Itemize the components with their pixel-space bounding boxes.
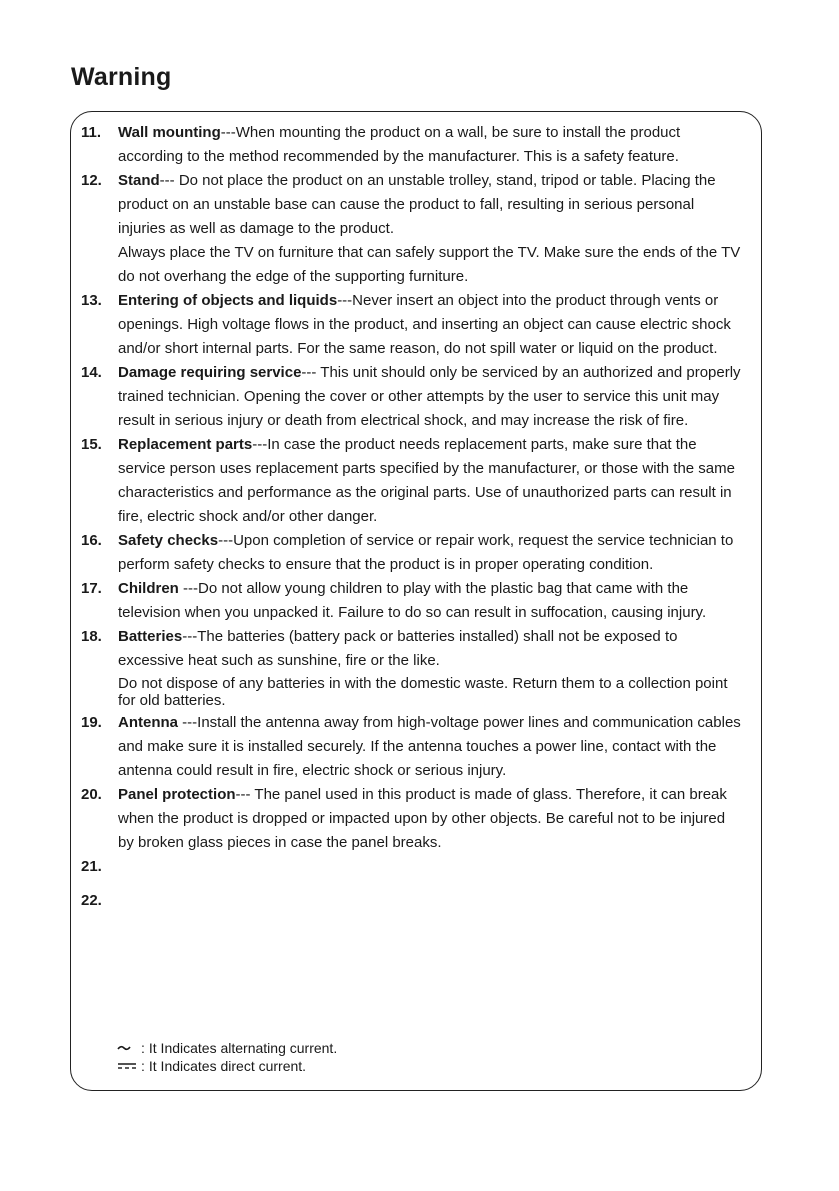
item-number: 11. [81,124,102,141]
alternating-current-icon [117,1043,141,1053]
item-number: 21. [81,858,102,875]
legend-ac-text: It Indicates alternating current. [148,1040,338,1056]
item-text: --- This unit should only be serviced by an authorized and properly trained technician. Opening the cover or other attempts by the user to service this unit may result in serious injury or death from electrical shock, and may increase the risk of fire. [118,364,741,429]
item-text: ---When mounting the product on a wall, be sure to install the product according to the method recommended by the manufacturer. This is a safety feature. [118,124,681,165]
warning-list [81,121,741,913]
direct-current-icon [117,1061,141,1071]
item-text: --- The panel used in this product is made of glass. Therefore, it can break when the product is dropped or impacted upon by other objects. Be careful not to be injured by broken glass pieces in case the panel breaks. [118,786,727,851]
list-item [81,121,741,169]
item-title: Wall mounting [118,124,221,141]
item-title: Batteries [118,628,183,645]
item-text: ---The batteries (battery pack or batteries installed) shall not be exposed to excessive heat such as sunshine, fire or the like. [118,628,678,669]
item-text: --- Do not place the product on an unstable trolley, stand, tripod or table. Placing the product on an unstable base can cause the product to fall, resulting in serious personal injuries as well as damage to the product. [118,172,716,237]
item-title: Antenna [118,714,178,731]
item-number: 20. [81,786,102,803]
item-title: Damage requiring service [118,364,302,381]
item-title: Panel protection [118,786,236,803]
legend-colon: : [141,1040,145,1056]
item-number: 19. [81,714,102,731]
item-title: Entering of objects and liquids [118,292,338,309]
list-item [81,361,741,433]
item-number: 15. [81,436,102,453]
item-number: 17. [81,580,102,597]
list-item [81,625,741,711]
legend-dc-text: It Indicates direct current. [148,1058,307,1074]
item-title: Replacement parts [118,436,253,453]
item-text: ---Do not allow young children to play with the plastic bag that came with the television when you unpacked it. Failure to do so can result in suffocation, causing injury. [118,580,707,621]
item-title: Safety checks [118,532,219,549]
legend-row-ac [117,1039,337,1057]
list-item [81,783,741,855]
item-number: 12. [81,172,102,189]
item-text: ---Install the antenna away from high-voltage power lines and communication cables and make sure it is installed securely. If the antenna touches a power line, contact with the antenna could result in fire, electric shock or serious injury. [118,714,741,779]
item-number: 13. [81,292,102,309]
item-title: Children [118,580,179,597]
item-number: 18. [81,628,102,645]
item-number: 16. [81,532,102,549]
item-number: 22. [81,892,102,909]
item-note: Always place the TV on furniture that can safely support the TV. Make sure the ends of the TV do not overhang the edge of the supporting furniture. [118,244,741,285]
item-text: ---Upon completion of service or repair work, request the service technician to perform safety checks to ensure that the product is in proper operating condition. [118,532,734,573]
legend-colon: : [141,1058,145,1074]
item-title: Stand [118,172,160,189]
current-symbol-legend [117,1039,337,1075]
item-number: 14. [81,364,102,381]
item-note: Do not dispose of any batteries in with the domestic waste. Return them to a collection point for old batteries. [118,675,728,709]
list-item [81,889,741,913]
list-item [81,289,741,361]
list-item [81,169,741,289]
list-item [81,529,741,577]
page-title: Warning [71,63,172,91]
item-text: ---Never insert an object into the product through vents or openings. High voltage flows in the product, and inserting an object can cause electric shock and/or short internal parts. For the same reason, do not spill water or liquid on the product. [118,292,731,357]
list-item [81,433,741,529]
list-item [81,711,741,783]
item-text: ---In case the product needs replacement parts, make sure that the service person uses replacement parts specified by the manufacturer, or those with the same characteristics and performance as the original parts. Use of unauthorized parts can result in fire, electric shock and/or other danger. [118,436,735,525]
list-item [81,577,741,625]
list-item [81,855,741,879]
legend-row-dc [117,1057,337,1075]
